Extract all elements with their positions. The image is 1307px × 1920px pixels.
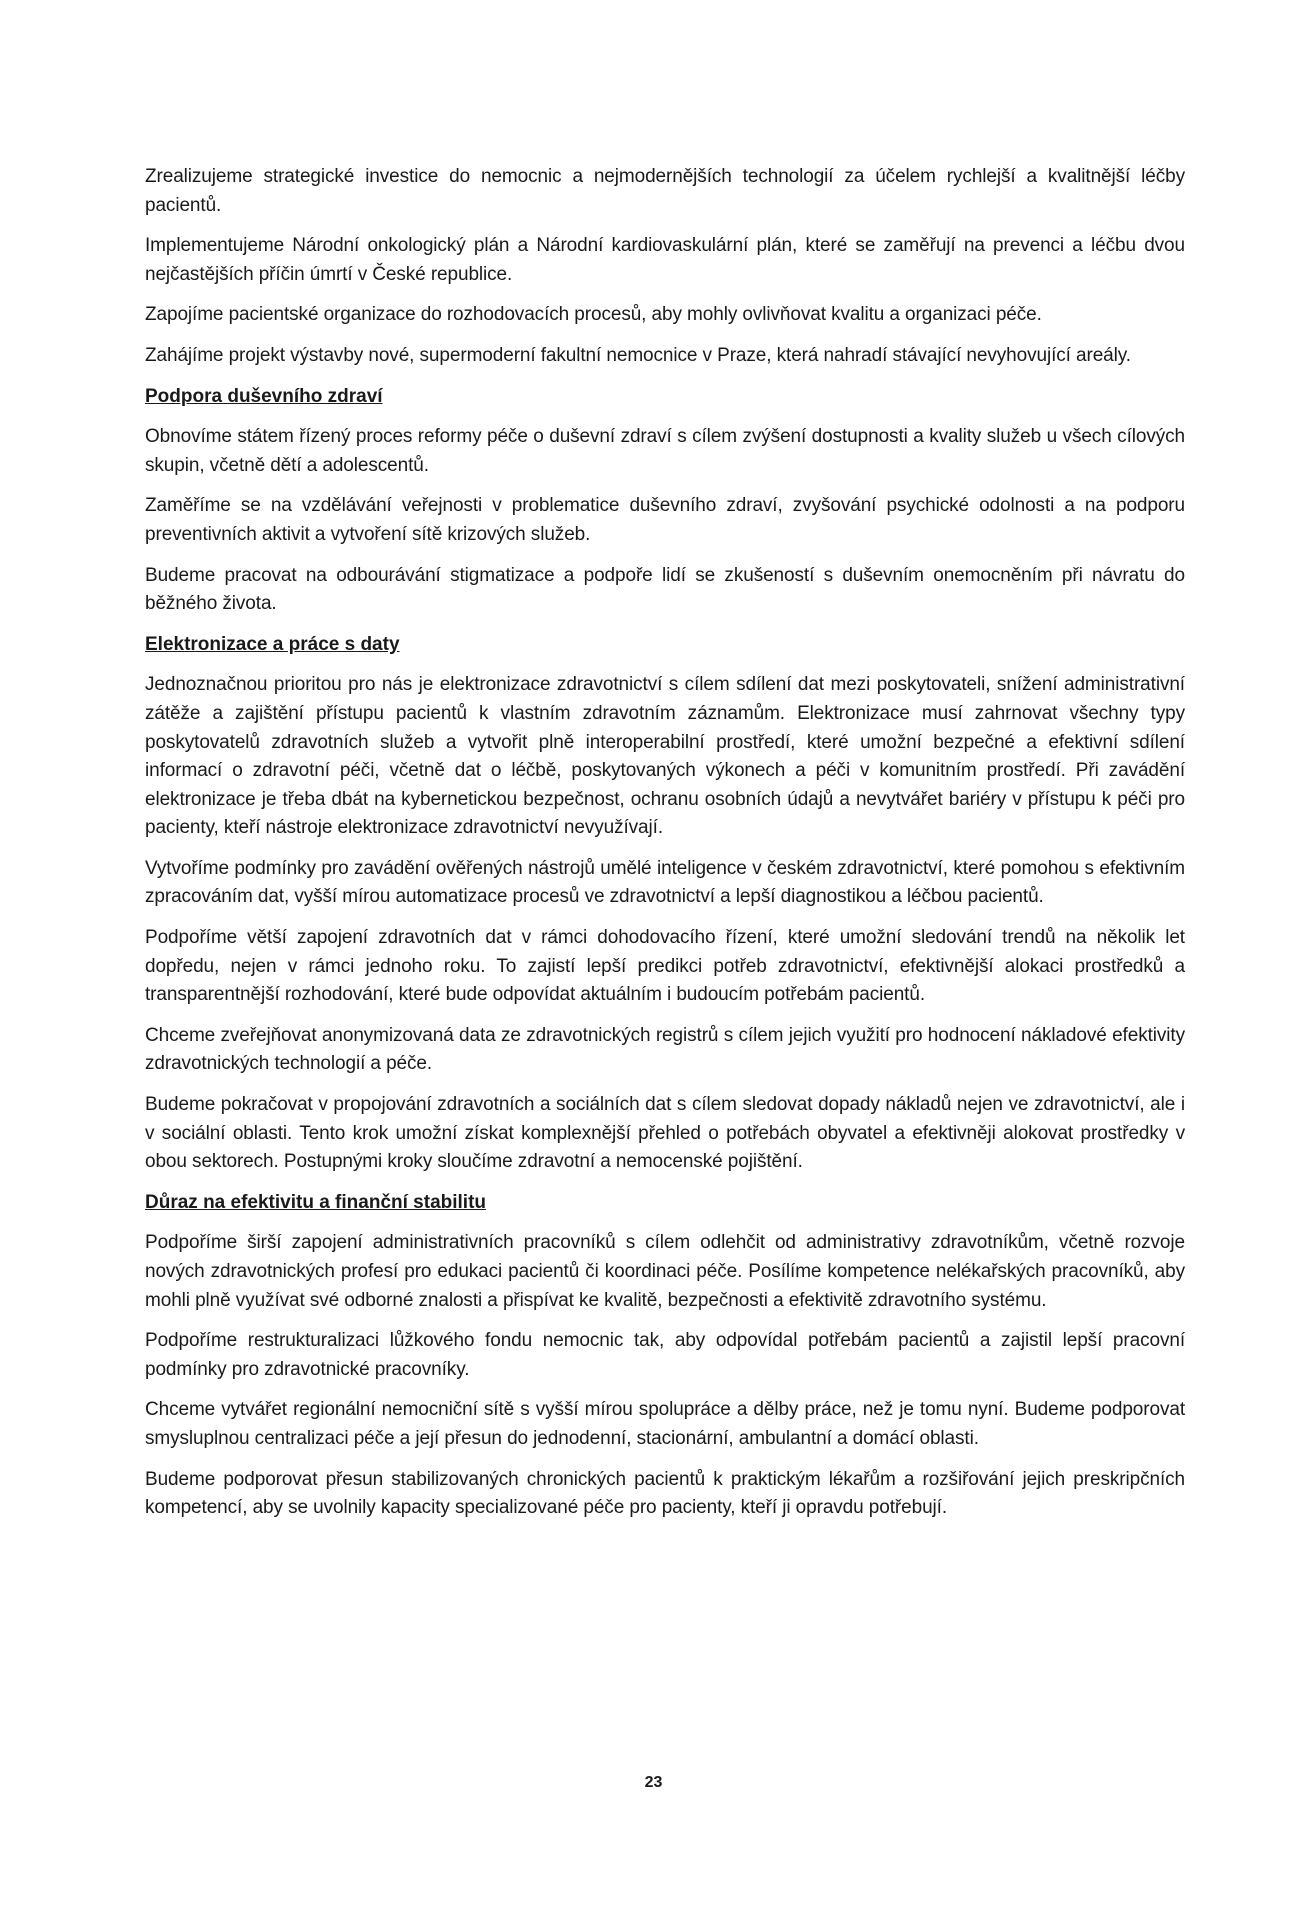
section-heading-digitalization: Elektronizace a práce s daty (145, 633, 400, 655)
paragraph-anonymized-data: Chceme zveřejňovat anonymizovaná data ze zdravotnických registrů s cílem jejich využití pro hodnocení nákladové efektivity zdravotnických technologií a péče. (145, 1024, 1185, 1075)
paragraph-mental-health-reform: Obnovíme státem řízený proces reformy péče o duševní zdraví s cílem zvýšení dostupnosti a kvality služeb u všech cílových skupin, včetně dětí a adolescentů. (145, 426, 1185, 476)
document-body (145, 163, 1185, 1535)
page-number: 23 (644, 1774, 663, 1791)
section-heading-efficiency: Důraz na efektivitu a finanční stabilitu (145, 1191, 487, 1213)
paragraph-investments: Zrealizujeme strategické investice do nemocnic a nejmodernějších technologií za účelem rychlejší a kvalitnější léčby pacientů. (145, 166, 1185, 216)
paragraph-digitalization-priority: Jednoznačnou prioritou pro nás je elektronizace zdravotnictví s cílem sdílení dat mezi poskytovateli, snížení administrativní zátěže a zajištění přístupu pacientů k vlastním zdravotním záznamům. Elektronizace musí zahrnovat všechny typy poskytovatelů zdravotních služeb a vytvořit plně interoperabilní prostředí, které umožní bezpečné a efektivní sdílení informací o zdravotní péči, včetně dat o léčbě, poskytovaných výkonech a péči v komunitním prostředí. Při zavádění elektronizace je třeba dbát na kybernetickou bezpečnost, ochranu osobních údajů a nevytvářet bariéry v přístupu k péči pro pacienty, kteří nástroje elektronizace zdravotnictví nevyužívají. (145, 674, 1185, 839)
paragraph-bed-restructuring: Podpoříme restrukturalizaci lůžkového fondu nemocnic tak, aby odpovídal potřebám pacientů a zajistil lepší pracovní podmínky pro zdravotnické pracovníky. (145, 1330, 1185, 1380)
paragraph-regional-networks: Chceme vytvářet regionální nemocniční sítě s vyšší mírou spolupráce a dělby práce, než je tomu nyní. Budeme podporovat smysluplnou centralizaci péče a její přesun do jednodenní, stacionární, ambulantní a domácí oblasti. (145, 1399, 1185, 1449)
paragraph-health-data: Podpoříme větší zapojení zdravotních dat v rámci dohodovacího řízení, které umožní sledování trendů na několik let dopředu, nejen v rámci jednoho roku. To zajistí lepší predikci potřeb zdravotnictví, efektivnější alokaci prostředků a transparentnější rozhodování, které bude odpovídat aktuálním i budoucím potřebám pacientů. (145, 927, 1185, 1006)
paragraph-mental-health-education: Zaměříme se na vzdělávání veřejnosti v problematice duševního zdraví, zvyšování psychické odolnosti a na podporu preventivních aktivit a vytvoření sítě krizových služeb. (145, 495, 1185, 545)
paragraph-social-data: Budeme pokračovat v propojování zdravotních a sociálních dat s cílem sledovat dopady nákladů nejen ve zdravotnictví, ale i v sociální oblasti. Tento krok umožní získat komplexnější přehled o potřebách obyvatel a efektivněji alokovat prostředky v obou sektorech. Postupnými kroky sloučíme zdravotní a nemocenské pojištění. (145, 1094, 1185, 1173)
paragraph-chronic-patients: Budeme podporovat přesun stabilizovaných chronických pacientů k praktickým lékařům a rozšiřování jejich preskripčních kompetencí, aby se uvolnily kapacity specializované péče pro pacienty, kteří ji opravdu potřebují. (145, 1468, 1185, 1519)
paragraph-artificial-intelligence: Vytvoříme podmínky pro zavádění ověřených nástrojů umělé inteligence v českém zdravotnictví, které pomohou s efektivním zpracováním dat, vyšší mírou automatizace procesů ve zdravotnictví a lepší diagnostikou a léčbou pacientů. (145, 857, 1185, 908)
paragraph-patient-organizations: Zapojíme pacientské organizace do rozhodovacích procesů, aby mohly ovlivňovat kvalitu a organizaci péče. (145, 304, 1042, 326)
section-heading-mental-health: Podpora duševního zdraví (145, 385, 383, 407)
paragraph-new-hospital: Zahájíme projekt výstavby nové, supermoderní fakultní nemocnice v Praze, která nahradí stávající nevyhovující areály. (145, 344, 1131, 366)
paragraph-oncology-plan: Implementujeme Národní onkologický plán a Národní kardiovaskulární plán, které se zaměřují na prevenci a léčbu dvou nejčastějších příčin úmrtí v České republice. (145, 235, 1185, 285)
paragraph-destigmatization: Budeme pracovat na odbourávání stigmatizace a podpoře lidí se zkušeností s duševním onemocněním při návratu do běžného života. (145, 564, 1185, 615)
paragraph-administrative-staff: Podpoříme širší zapojení administrativních pracovníků s cílem odlehčit od administrativy zdravotníkům, včetně rozvoje nových zdravotnických profesí pro edukaci pacientů či koordinaci péče. Posílíme kompetence nelékařských pracovníků, aby mohli plně využívat své odborné znalosti a přispívat ke kvalitě, bezpečnosti a efektivitě zdravotního systému. (145, 1232, 1185, 1311)
